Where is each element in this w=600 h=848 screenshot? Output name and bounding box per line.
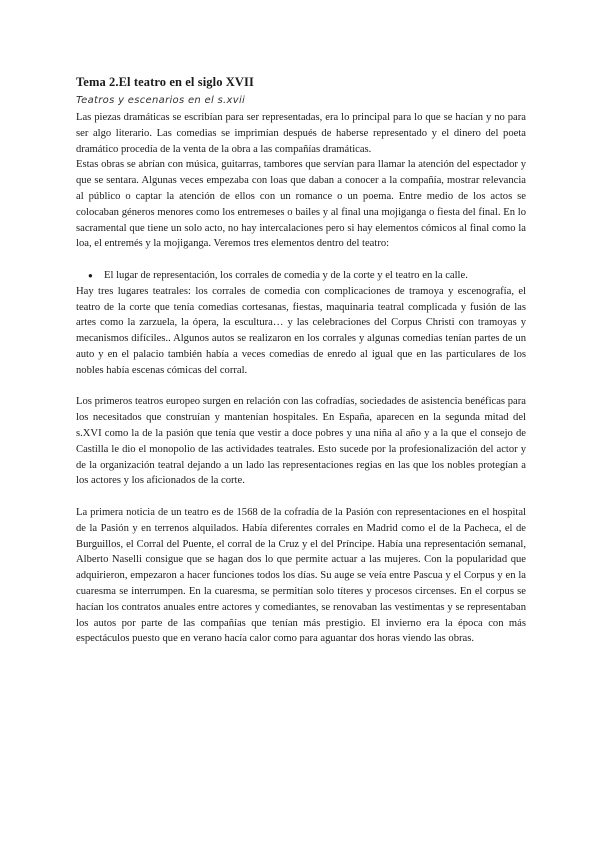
bullet-text: El lugar de representación, los corrales de comedia y de la corte y el teatro en la calle. [104, 269, 468, 281]
paragraph-first-theaters: Los primeros teatros europeo surgen en relación con las cofradías, sociedades de asistencia benéficas para los necesitados que construían y mantenían hospitales. En España, aparecen en la segunda mitad del s.XVI como la de la pasión que tenía que vestir a doce pobres y una niña al año y a la que el consejo de Castilla le dio el monopolio de las actividades teatrales. Esto sucede por la profesionalización del actor y de la organización teatral dejando a un lado las representaciones regias en las que los nobles protegían a los actores y los aficionados de la corte. [76, 396, 526, 487]
paragraph-intro: Las piezas dramáticas se escribían para ser representadas, era lo principal para lo que se hacían y no para ser algo literario. Las comedias se imprimían después de haberse representado y el dinero del poeta dramático procedía de la venta de la obra a las compañías dramáticas. [76, 112, 526, 155]
paragraph-first-news: La primera noticia de un teatro es de 1568 de la cofradía de la Pasión con representaciones en el hospital de la Pasión y en terrenos alquilados. Había diferentes corrales en Madrid como el de la Pacheca, el de Burguillos, el Corral del Puente, el corral de la Cruz y el del Príncipe. Había una representación semanal, Alberto Naselli consigue que se hagan dos lo que permite actuar a las mujeres. Con la popularidad que adquirieron, empezaron a hacer funciones todos los días. Su auge se veía entre Pascua y el Corpus y en la cuaresma se interrumpen. En la cuaresma, se permitían solo títeres y procesos circenses. En el corpus se hacían los contratos anuales entre actores y comediantes, se renovaban las vestimentas y se representaban los autos por parte de las compañías que tenían más prestigio. El invierno era la época con más espectáculos puesto que en verano hacía calor como para aguantar dos horas viendo las obras. [76, 506, 526, 645]
paragraph-spacer [76, 489, 526, 505]
bullet-item [88, 268, 526, 284]
paragraph-spacer [76, 379, 526, 395]
section-subtitle: Teatros y escenarios en el s.xvii [76, 95, 246, 106]
paragraph-places: Hay tres lugares teatrales: los corrales de comedia con complicaciones de tramoya y escenografía, el teatro de la corte que tenía comedias cortesanas, fiestas, maquinaria teatral complicada y fusión de las artes como la zarzuela, la ópera, la escultura… y las celebraciones del Corpus Christi con tramoyas y mecanismos difíciles.. Algunos autos se realizaron en los corrales y algunas comedias tenían partes de un auto y en el palacio también había a veces comedias de enredo al igual que en las particulares de los nobles había escenas cómicas del corral. [76, 285, 526, 376]
document-body [76, 110, 526, 647]
bullet-dot-icon: ● [88, 270, 93, 280]
paragraph-spacer [76, 252, 526, 268]
page-title: Tema 2.El teatro en el siglo XVII [76, 75, 254, 89]
paragraph-openings: Estas obras se abrían con música, guitarras, tambores que servían para llamar la atención del espectador y que se sentara. Algunas veces empezaba con loas que daban a conocer a la compañía, mostrar relevancia al público o captar la atención de ellos con un romance o un poema. Entre medio de los actos se colocaban géneros menores como los entremeses o bailes y al final una mojiganga o fiesta del final. En lo sacramental que tiene un solo acto, no hay intercalaciones pero si hay elementos cómicos al final como la loa, el entremés y la mojiganga. Veremos tres elementos dentro del teatro: [76, 159, 526, 250]
